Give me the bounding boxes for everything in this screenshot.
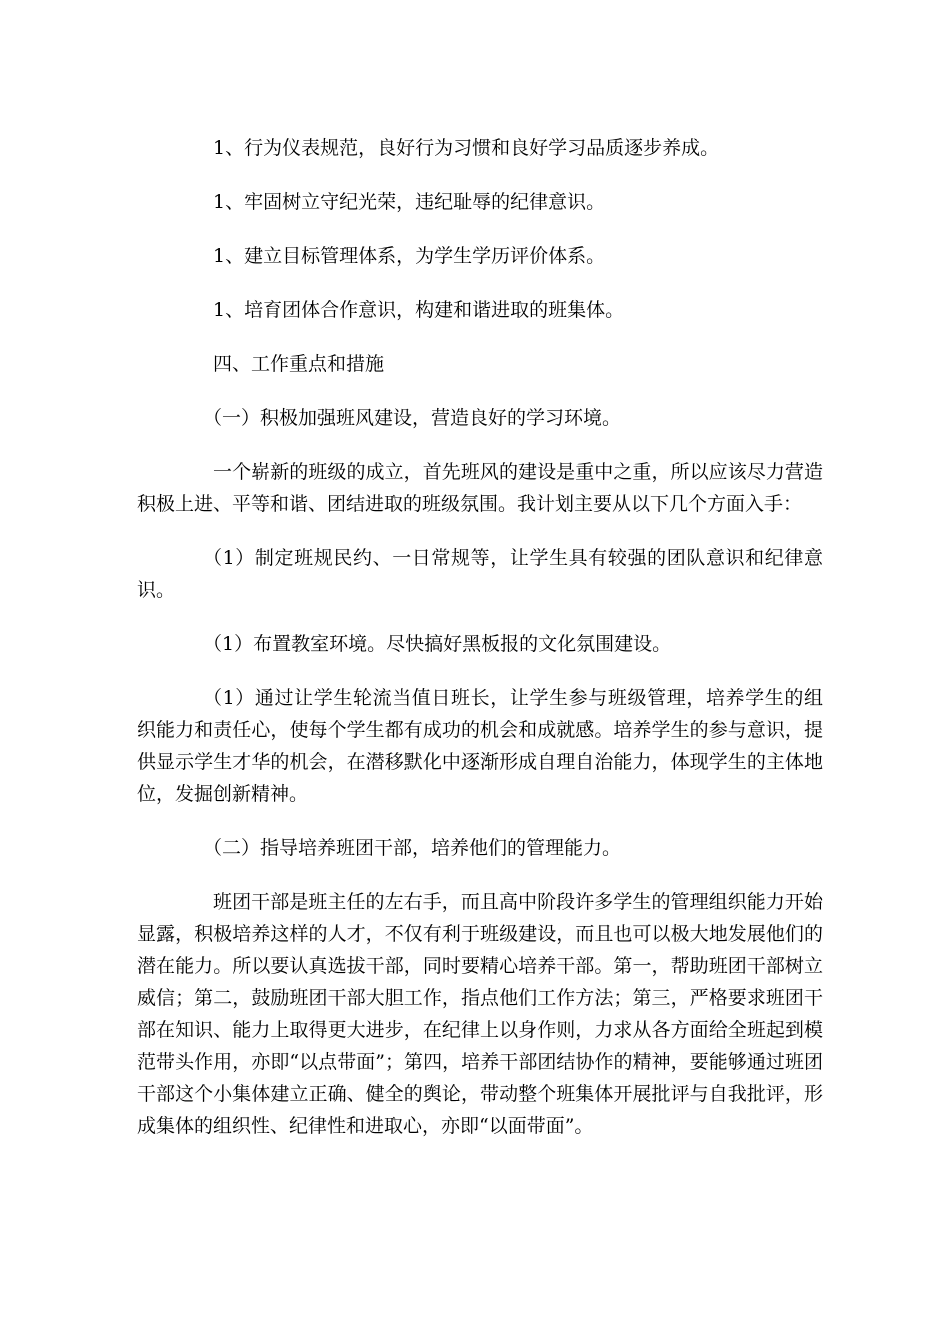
list-item-behavior: 1、行为仪表规范，良好行为习惯和良好学习品质逐步养成。 [213, 137, 720, 159]
body-paragraph-monitor: （1）通过让学生轮流当值日班长，让学生参与班级管理，培养学生的组织能力和责任心，使每个学生都有成功的机会和成就感。培养学生的参与意识，提供显示学生才华的机会，在潜移默化中逐渐形成自理自治能力，体现学生的主体地位，发掘创新精神。 [137, 687, 823, 805]
body-paragraph-intro: 一个崭新的班级的成立，首先班风的建设是重中之重，所以应该尽力营造积极上进、平等和谐、团结进取的班级氛围。我计划主要从以下几个方面入手： [137, 461, 823, 515]
section-heading: 四、工作重点和措施 [213, 353, 385, 375]
list-item-management: 1、建立目标管理体系，为学生学历评价体系。 [213, 245, 606, 267]
body-paragraph-cadres: 班团干部是班主任的左右手，而且高中阶段许多学生的管理组织能力开始显露，积极培养这样的人才，不仅有利于班级建设，而且也可以极大地发展他们的潜在能力。所以要认真选拔干部，同时要精心培养干部。第一，帮助班团干部树立威信；第二，鼓励班团干部大胆工作，指点他们工作方法；第三，严格要求班团干部在知识、能力上取得更大进步，在纪律上以身作则，力求从各方面给全班起到模范带头作用，亦即“以点带面”；第四，培养干部团结协作的精神，要能够通过班团干部这个小集体建立正确、健全的舆论，带动整个班集体开展批评与自我批评，形成集体的组织性、纪律性和进取心，亦即“以面带面”。 [137, 891, 823, 1137]
body-paragraph-rules: （1）制定班规民约、一日常规等，让学生具有较强的团队意识和纪律意识。 [137, 547, 823, 601]
body-paragraph-classroom: （1）布置教室环境。尽快搞好黑板报的文化氛围建设。 [203, 633, 672, 655]
subsection-heading-2: （二）指导培养班团干部，培养他们的管理能力。 [203, 837, 622, 859]
list-item-discipline: 1、牢固树立守纪光荣，违纪耻辱的纪律意识。 [213, 191, 606, 213]
document-body [137, 132, 823, 1142]
list-item-teamwork: 1、培育团体合作意识，构建和谐进取的班集体。 [213, 299, 625, 321]
subsection-heading-1: （一）积极加强班风建设，营造良好的学习环境。 [203, 407, 622, 429]
